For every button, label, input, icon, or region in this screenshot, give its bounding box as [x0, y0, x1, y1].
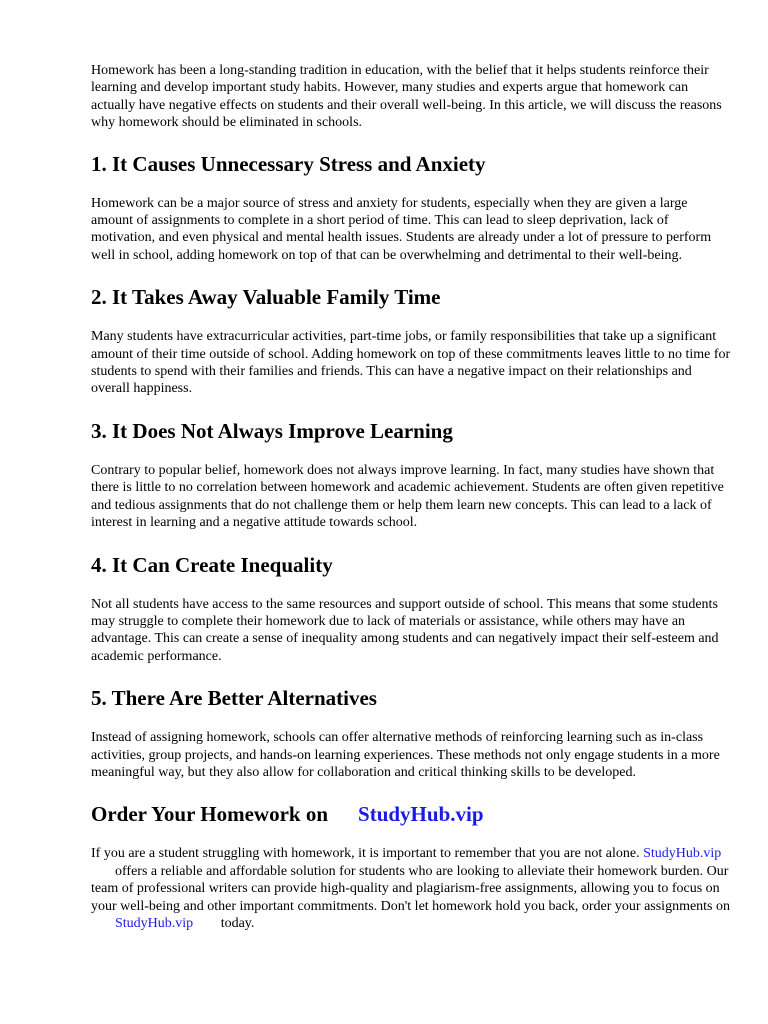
order-heading-link[interactable]: StudyHub.vip: [358, 802, 484, 827]
article: [91, 62, 731, 932]
order-paragraph: [91, 845, 731, 932]
section-body-inequality: Not all students have access to the same resources and support outside of school. This means that some students may struggle to complete their homework due to lack of materials or assistance, while others may have an advantage. This can create a sense of inequality among students and can negatively impact their self-esteem and academic performance.: [91, 596, 719, 664]
order-heading: [91, 801, 731, 827]
section-heading-alternatives: 5. There Are Better Alternatives: [91, 686, 377, 711]
order-body-part1: If you are a student struggling with homework, it is important to remember that you are not alone.: [91, 846, 640, 862]
section-heading-learning: 3. It Does Not Always Improve Learning: [91, 418, 453, 443]
order-body-link2[interactable]: StudyHub.vip: [115, 915, 194, 931]
section-body-alternatives: Instead of assigning homework, schools can offer alternative methods of reinforcing learning such as in-class activities, group projects, and hands-on learning experiences. These methods not only engage students in a more meaningful way, but they also allow for collaboration and critical thinking skills to be developed.: [91, 730, 720, 780]
section-heading-inequality: 4. It Can Create Inequality: [91, 552, 333, 577]
section-body-family-time: Many students have extracurricular activities, part-time jobs, or family responsibilities that take up a significant amount of their time outside of school. Adding homework on top of these commitments leaves little to no time for students to spend with their families and friends. This can have a negative impact on their relationships and overall happiness.: [91, 329, 731, 397]
section-body-stress: Homework can be a major source of stress and anxiety for students, especially when they are given a large amount of assignments to complete in a short period of time. This can lead to sleep deprivation, lack of motivation, and even physical and mental health issues. Students are already under a lot of pressure to perform well in school, adding homework on top of that can be overwhelming and detrimental to their well-being.: [91, 195, 712, 263]
section-body-learning: Contrary to popular belief, homework does not always improve learning. In fact, many studies have shown that there is little to no correlation between homework and academic achievement. Students are often given repetitive and tedious assignments that do not challenge them or help them learn new concepts. This can lead to a lack of interest in learning and a negative attitude towards school.: [91, 462, 724, 531]
order-body-part3: today.: [220, 915, 255, 931]
order-body-link1[interactable]: StudyHub.vip: [643, 846, 722, 862]
order-heading-text: Order Your Homework on: [91, 802, 329, 827]
order-body-part2: offers a reliable and affordable solution for students who are looking to alleviate their homework burden. Our team of professional writers can provide high-quality and plagiarism-free assignments, allowing you to focus on your well-being and other important commitments. Don't let homework hold you back, order your assignments on: [91, 863, 731, 914]
intro-paragraph: Homework has been a long-standing tradition in education, with the belief that it helps students reinforce their learning and develop important study habits. However, many studies and experts argue that homework can actually have negative effects on students and their overall well-being. In this article, we will discuss the reasons why homework should be eliminated in schools.: [91, 63, 722, 131]
section-heading-family-time: 2. It Takes Away Valuable Family Time: [91, 285, 441, 310]
section-heading-stress: 1. It Causes Unnecessary Stress and Anxiety: [91, 151, 486, 176]
